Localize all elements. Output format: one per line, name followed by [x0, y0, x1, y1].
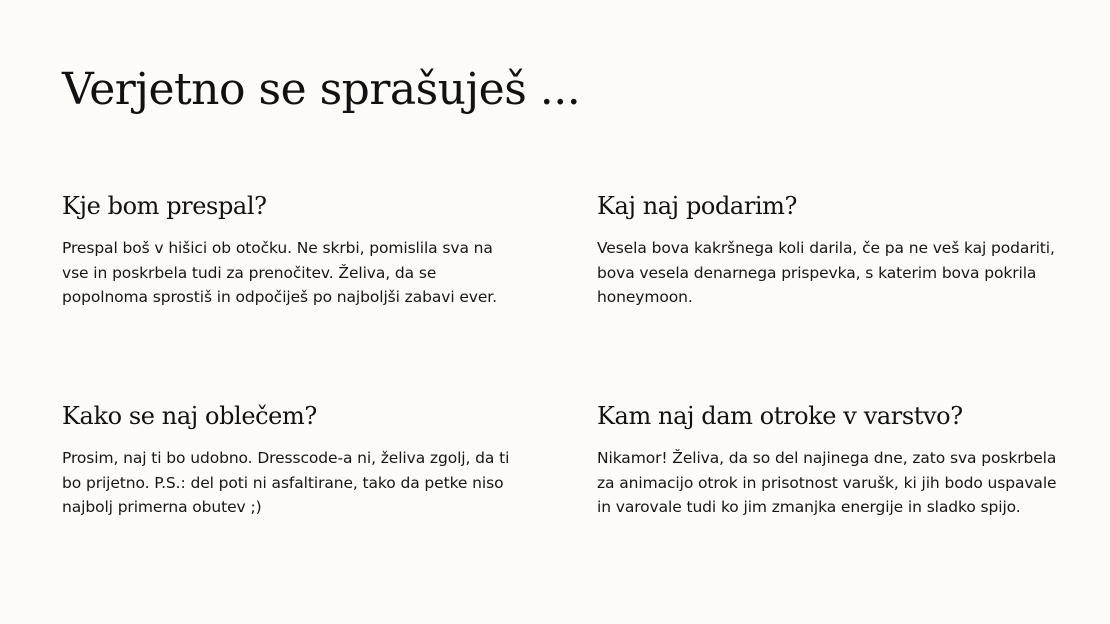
faq-question: Kako se naj oblečem?	[62, 402, 317, 430]
faq-question: Kje bom prespal?	[62, 192, 267, 220]
faq-question: Kaj naj podarim?	[597, 192, 798, 220]
faq-item-sleeping	[62, 190, 512, 310]
faq-question: Kam naj dam otroke v varstvo?	[597, 402, 963, 430]
faq-answer: Nikamor! Želiva, da so del najinega dne, zato sva poskrbela za animacijo otrok in prisotnost varušk, ki jih bodo uspavale in varovale tudi ko jim zmanjka energije in sladko spijo.	[597, 449, 1057, 516]
faq-answer: Vesela bova kakršnega koli darila, če pa ne veš kaj podariti, bova vesela denarnega prispevka, s katerim bova pokrila honeymoon.	[597, 239, 1055, 306]
faq-item-childcare	[597, 400, 1057, 520]
faq-answer: Prosim, naj ti bo udobno. Dresscode-a ni, želiva zgolj, da ti bo prijetno. P.S.: del poti ni asfaltirane, tako da petke niso najbolj primerna obutev ;)	[62, 449, 510, 516]
page-title: Verjetno se sprašuješ ...	[62, 64, 581, 115]
faq-answer: Prespal boš v hišici ob otočku. Ne skrbi, pomislila sva na vse in poskrbela tudi za prenočitev. Želiva, da se popolnoma sprostiš in odpočiješ po najboljši zabavi ever.	[62, 239, 497, 306]
faq-item-gifts	[597, 190, 1057, 310]
faq-item-dresscode	[62, 400, 512, 520]
